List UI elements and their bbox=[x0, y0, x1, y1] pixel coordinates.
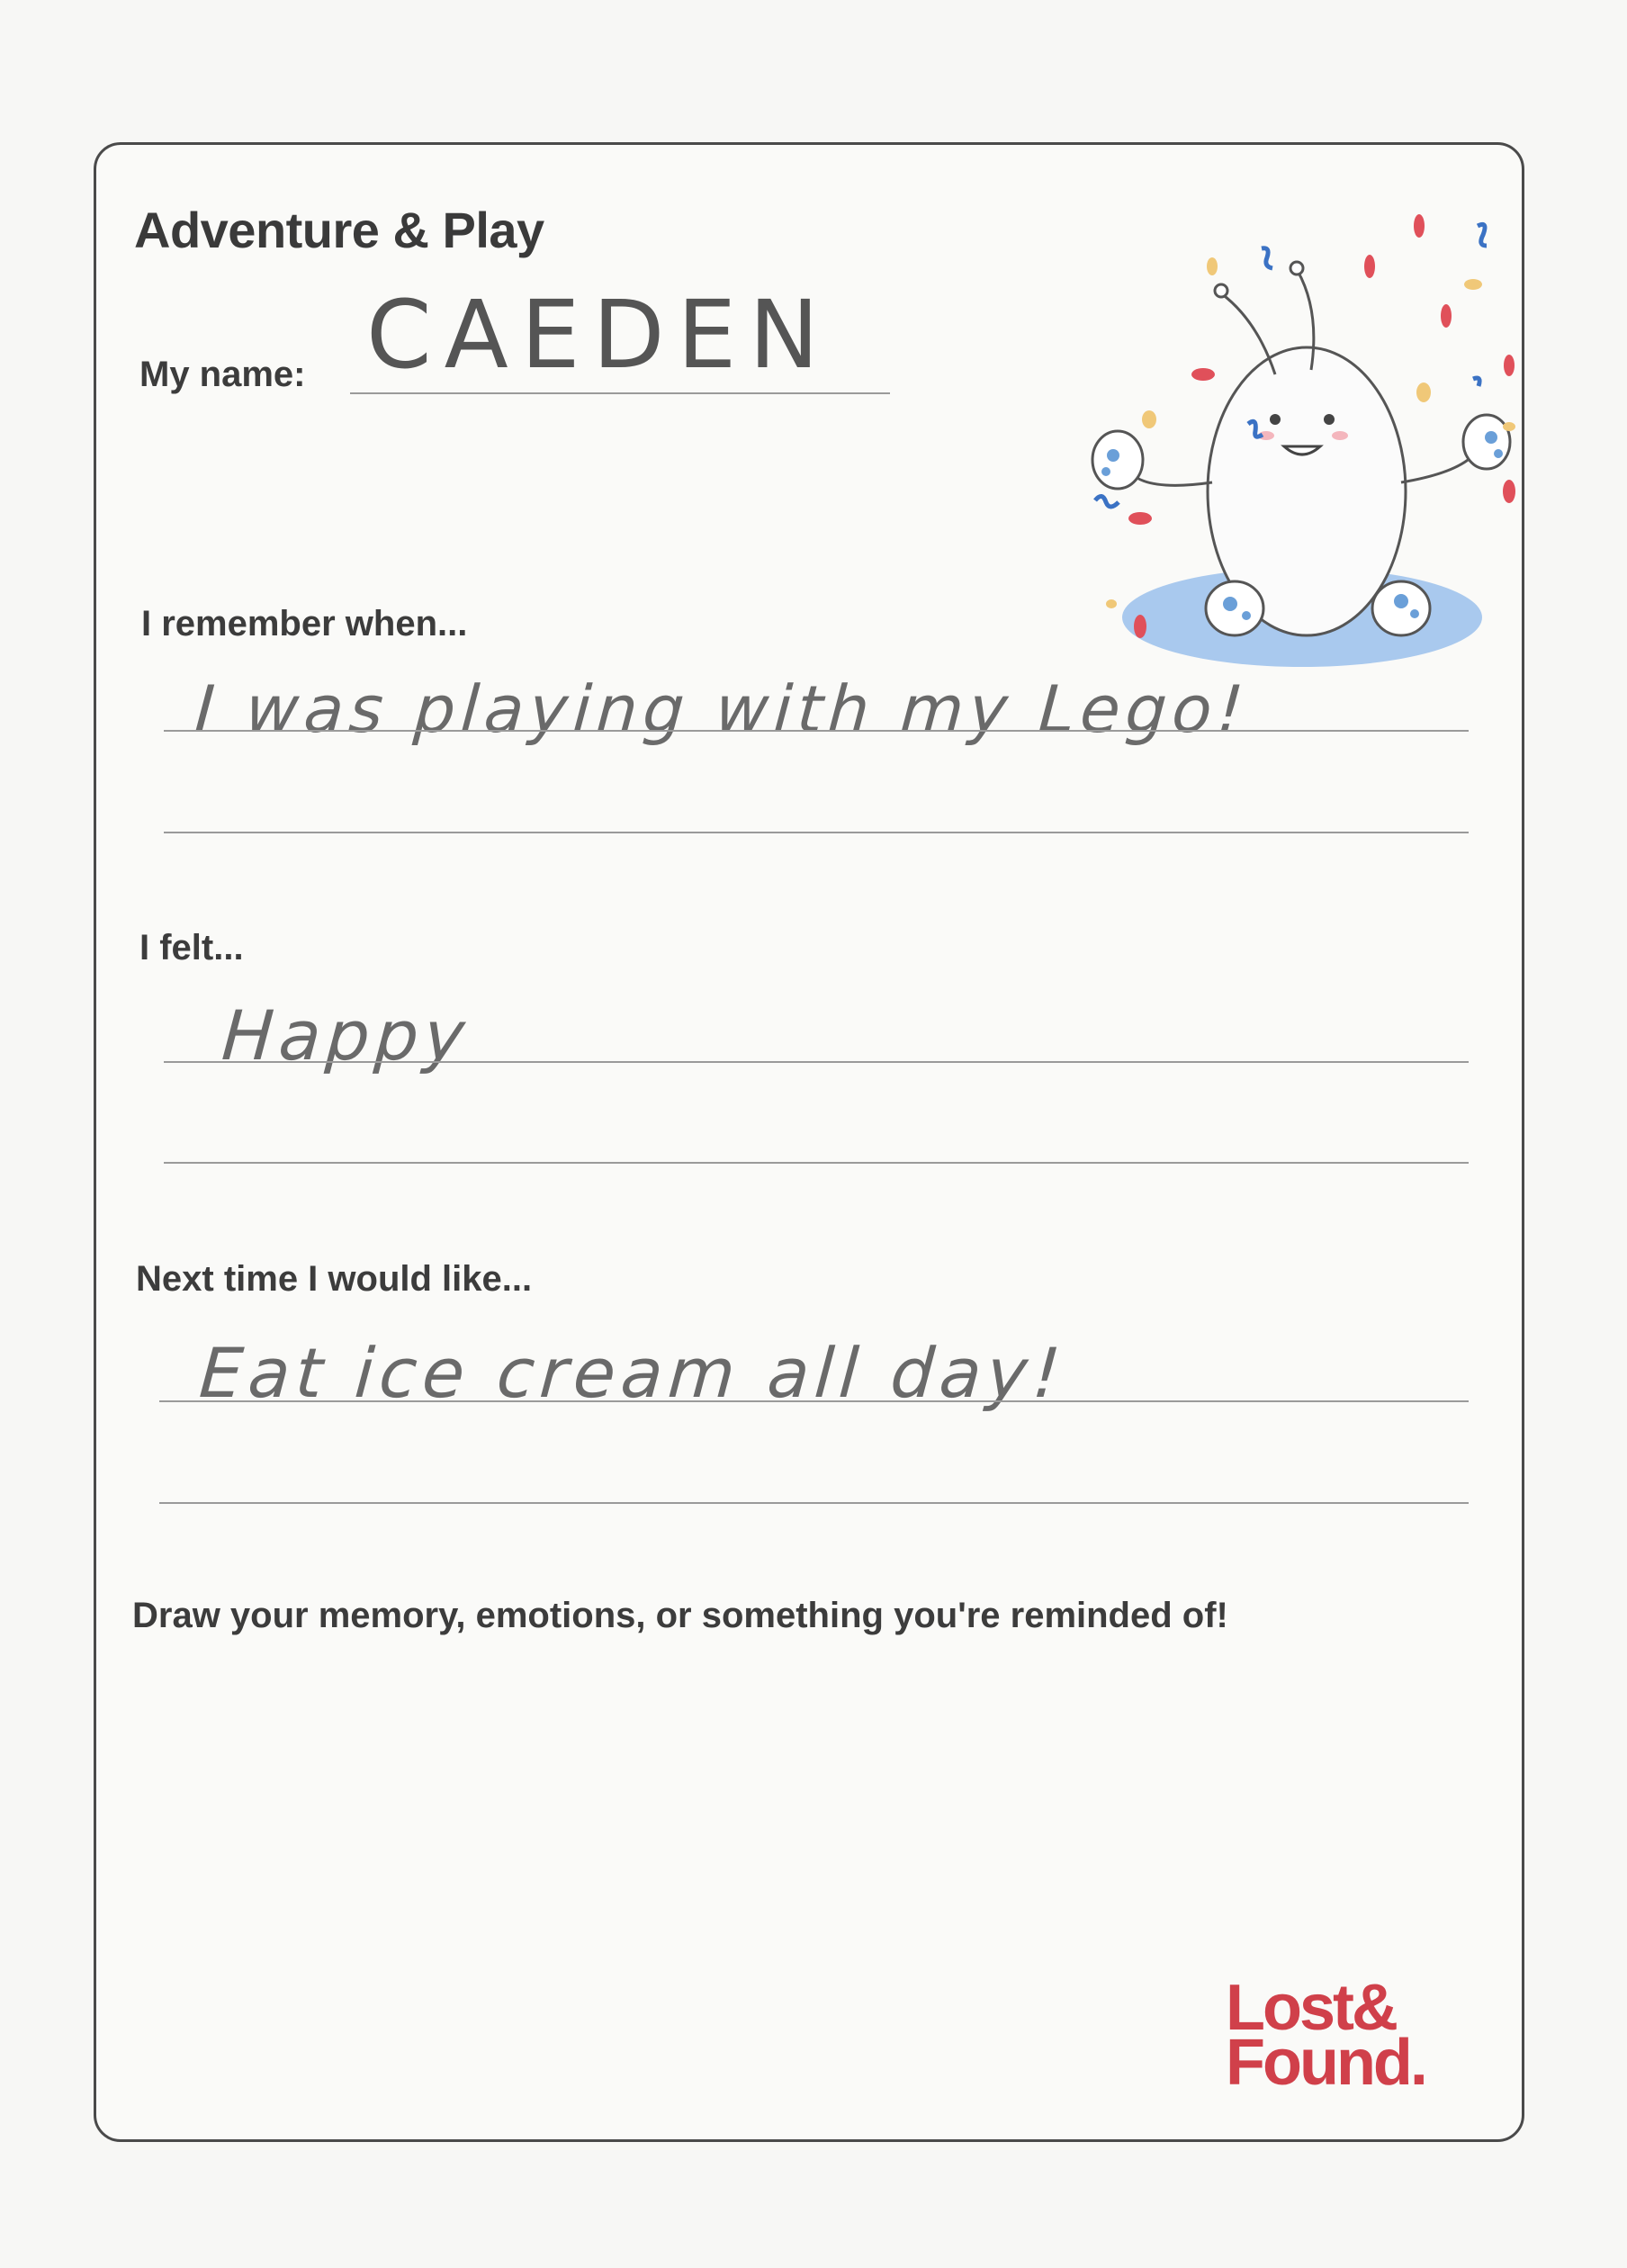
felt-handwriting: Happy bbox=[219, 995, 473, 1076]
remember-label: I remember when... bbox=[141, 604, 468, 644]
felt-rule-1 bbox=[164, 1061, 1469, 1063]
next-label: Next time I would like... bbox=[136, 1259, 533, 1299]
name-rule bbox=[350, 392, 890, 394]
celebrating-bug-icon bbox=[1005, 185, 1518, 689]
logo-line-2: Found. bbox=[1226, 2027, 1425, 2100]
next-handwriting: Eat ice cream all day! bbox=[196, 1333, 1069, 1413]
remember-rule-1 bbox=[164, 730, 1469, 732]
name-handwriting: CAEDEN bbox=[366, 280, 832, 390]
lost-and-found-logo bbox=[1226, 1972, 1425, 2100]
remember-handwriting: I was playing with my Lego! bbox=[193, 671, 1252, 747]
felt-label: I felt... bbox=[139, 928, 244, 968]
logo-line-1: Lost& bbox=[1226, 1972, 1396, 2044]
next-rule-1 bbox=[159, 1400, 1469, 1402]
felt-rule-2 bbox=[164, 1162, 1469, 1164]
remember-rule-2 bbox=[164, 832, 1469, 833]
worksheet-title: Adventure & Play bbox=[134, 202, 544, 258]
next-rule-2 bbox=[159, 1502, 1469, 1504]
draw-prompt: Draw your memory, emotions, or something you're reminded of! bbox=[132, 1596, 1228, 1635]
name-label: My name: bbox=[139, 355, 306, 394]
worksheet-card bbox=[94, 142, 1524, 2142]
